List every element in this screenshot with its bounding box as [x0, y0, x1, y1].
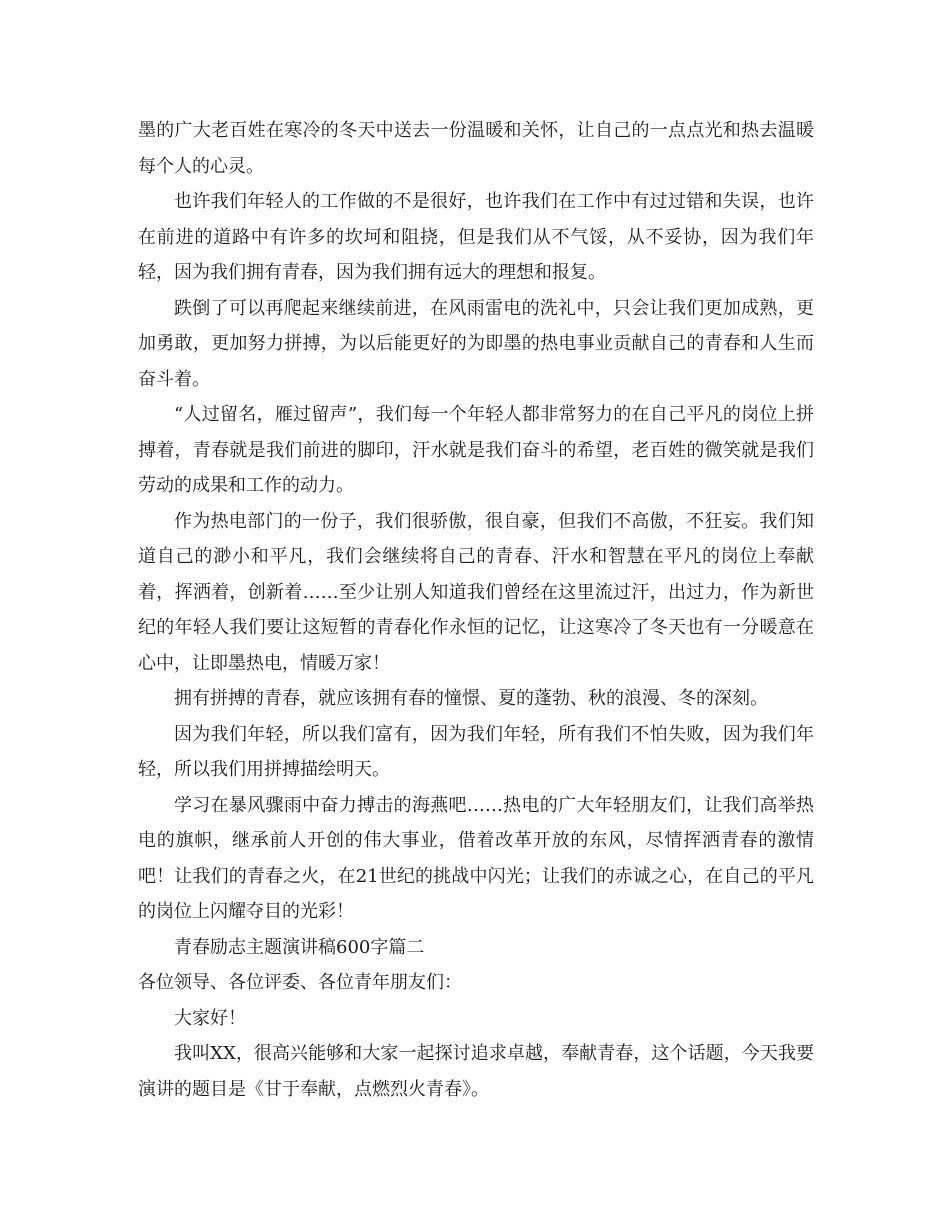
paragraph: 跌倒了可以再爬起来继续前进，在风雨雷电的洗礼中，只会让我们更加成熟，更加勇敢，更加努力拼搏，为以后能更好的为即墨的热电事业贡献自己的青春和人生而奋斗着。: [138, 297, 814, 390]
document-page: [138, 113, 814, 1107]
section-heading: 青春励志主题演讲稿600字篇二: [174, 936, 425, 958]
paragraph: 也许我们年轻人的工作做的不是很好，也许我们在工作中有过过错和失误，也许在前进的道路中有许多的坎坷和阻挠，但是我们从不气馁，从不妥协，因为我们年轻，因为我们拥有青春，因为我们拥有远大的理想和报复。: [138, 191, 814, 283]
greeting: 大家好！: [174, 1007, 246, 1029]
paragraph: 学习在暴风骤雨中奋力搏击的海燕吧……热电的广大年轻朋友们，让我们高举热电的旗帜，继承前人开创的伟大事业，借着改革开放的东风，尽情挥洒青春的激情吧！让我们的青春之火，在21世纪的挑战中闪光；让我们的赤诚之心，在自己的平凡的岗位上闪耀夺目的光彩！: [138, 794, 814, 922]
intro-paragraph: 我叫XX，很高兴能够和大家一起探讨追求卓越，奉献青春，这个话题，今天我要演讲的题目是《甘于奉献，点燃烈火青春》。: [138, 1043, 814, 1100]
salutation: 各位领导、各位评委、各位青年朋友们：: [138, 972, 462, 993]
paragraph: 拥有拼搏的青春，就应该拥有春的憧憬、夏的蓬勃、秋的浪漫、冬的深刻。: [174, 688, 768, 709]
paragraph: “人过留名，雁过留声”，我们每一个年轻人都非常努力的在自己平凡的岗位上拼搏着，青春就是我们前进的脚印，汗水就是我们奋斗的希望，老百姓的微笑就是我们劳动的成果和工作的动力。: [138, 404, 814, 496]
paragraph-continuation: 墨的广大老百姓在寒冷的冬天中送去一份温暖和关怀，让自己的一点点光和热去温暖每个人的心灵。: [138, 120, 814, 177]
paragraph: 因为我们年轻，所以我们富有，因为我们年轻，所有我们不怕失败，因为我们年轻，所以我们用拼搏描绘明天。: [138, 723, 814, 780]
paragraph: 作为热电部门的一份子，我们很骄傲，很自豪，但我们不高傲，不狂妄。我们知道自己的渺小和平凡，我们会继续将自己的青春、汗水和智慧在平凡的岗位上奉献着，挥洒着，创新着……至少让别人知道我们曾经在这里流过汗，出过力，作为新世纪的年轻人我们要让这短暂的青春化作永恒的记忆，让这寒冷了冬天也有一分暖意在心中，让即墨热电，情暖万家！: [138, 510, 814, 674]
